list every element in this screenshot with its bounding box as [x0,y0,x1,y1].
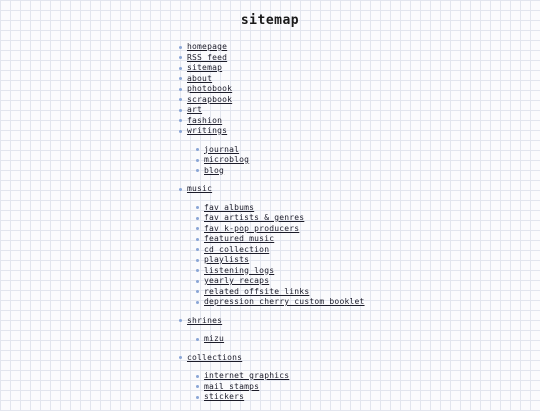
bullet-icon [179,119,182,122]
bullet-icon [196,269,199,272]
bullet-icon [196,169,199,172]
bullet-icon [179,56,182,59]
link-listening-logs[interactable]: listening logs [204,265,275,275]
list-item [179,105,365,116]
link-photobook[interactable]: photobook [187,84,233,93]
list-item [179,53,365,64]
page-title: sitemap [240,13,300,28]
link-mail-stamps[interactable]: mail stamps [204,381,260,391]
bullet-icon [179,319,182,322]
link-shrines[interactable]: shrines [187,315,223,325]
sub-list-item [196,297,365,308]
bullet-icon [179,46,182,49]
link-art[interactable]: art [187,105,203,114]
link-fav-kpop-producers[interactable]: fav k-pop producers [204,223,300,233]
bullet-icon [196,301,199,304]
bullet-icon [196,238,199,241]
link-stickers[interactable]: stickers [204,392,245,401]
link-featured-music[interactable]: featured music [204,234,275,243]
link-mizu[interactable]: mizu [204,334,225,343]
list-item [179,42,365,53]
sub-list-item [196,145,365,156]
link-playlists[interactable]: playlists [204,255,250,264]
list-item-shrines [179,316,365,345]
bullet-icon [196,338,199,341]
collections-sublist [196,371,365,403]
link-about[interactable]: about [187,73,213,83]
link-homepage[interactable]: homepage [187,42,228,51]
list-item [179,84,365,95]
link-blog[interactable]: blog [204,165,225,175]
list-item [179,116,365,127]
bullet-icon [196,227,199,230]
sub-list-item [196,203,365,214]
list-item-collections [179,353,365,403]
sub-list-item [196,213,365,224]
link-related-offsite-links[interactable]: related offsite links [204,286,310,296]
bullet-icon [179,356,182,359]
bullet-icon [179,130,182,133]
bullet-icon [196,280,199,283]
sub-list-item [196,334,365,345]
link-yearly-recaps[interactable]: yearly recaps [204,276,270,285]
bullet-icon [196,159,199,162]
link-depression-cherry-booklet[interactable]: depression cherry custom booklet [204,297,365,306]
bullet-icon [179,98,182,101]
bullet-icon [196,217,199,220]
writings-sublist [196,145,365,177]
link-internet-graphics[interactable]: internet graphics [204,371,290,380]
list-item-writings [179,126,365,176]
link-scrapbook[interactable]: scrapbook [187,94,233,104]
link-music[interactable]: music [187,184,213,193]
bullet-icon [196,385,199,388]
sub-list-item [196,245,365,256]
shrines-sublist [196,334,365,345]
bullet-icon [179,188,182,191]
link-microblog[interactable]: microblog [204,155,250,164]
bullet-icon [179,109,182,112]
link-fashion[interactable]: fashion [187,115,223,125]
sub-list-item [196,255,365,266]
sub-list-item [196,382,365,393]
bullet-icon [179,88,182,91]
link-fav-albums[interactable]: fav albums [204,202,255,212]
list-item [179,74,365,85]
sub-list-item [196,266,365,277]
link-fav-artists-genres[interactable]: fav artists & genres [204,213,305,222]
bullet-icon [196,206,199,209]
sub-list-item [196,166,365,177]
sub-list-item [196,287,365,298]
bullet-icon [196,290,199,293]
sub-list-item [196,155,365,166]
link-journal[interactable]: journal [204,144,240,154]
sub-list-item [196,224,365,235]
list-item [179,95,365,106]
bullet-icon [196,259,199,262]
link-collections[interactable]: collections [187,352,243,362]
list-item [179,63,365,74]
bullet-icon [196,148,199,151]
bullet-icon [196,248,199,251]
bullet-icon [196,375,199,378]
link-writings[interactable]: writings [187,126,228,135]
list-item-music [179,184,365,308]
music-sublist [196,203,365,308]
link-rss-feed[interactable]: RSS feed [187,52,228,62]
bullet-icon [196,396,199,399]
sub-list-item [196,234,365,245]
bullet-icon [179,67,182,70]
link-sitemap[interactable]: sitemap [187,63,223,72]
link-cd-collection[interactable]: cd collection [204,244,270,254]
sub-list-item [196,392,365,403]
sub-list-item [196,276,365,287]
sitemap-list [179,42,365,411]
bullet-icon [179,77,182,80]
sub-list-item [196,371,365,382]
